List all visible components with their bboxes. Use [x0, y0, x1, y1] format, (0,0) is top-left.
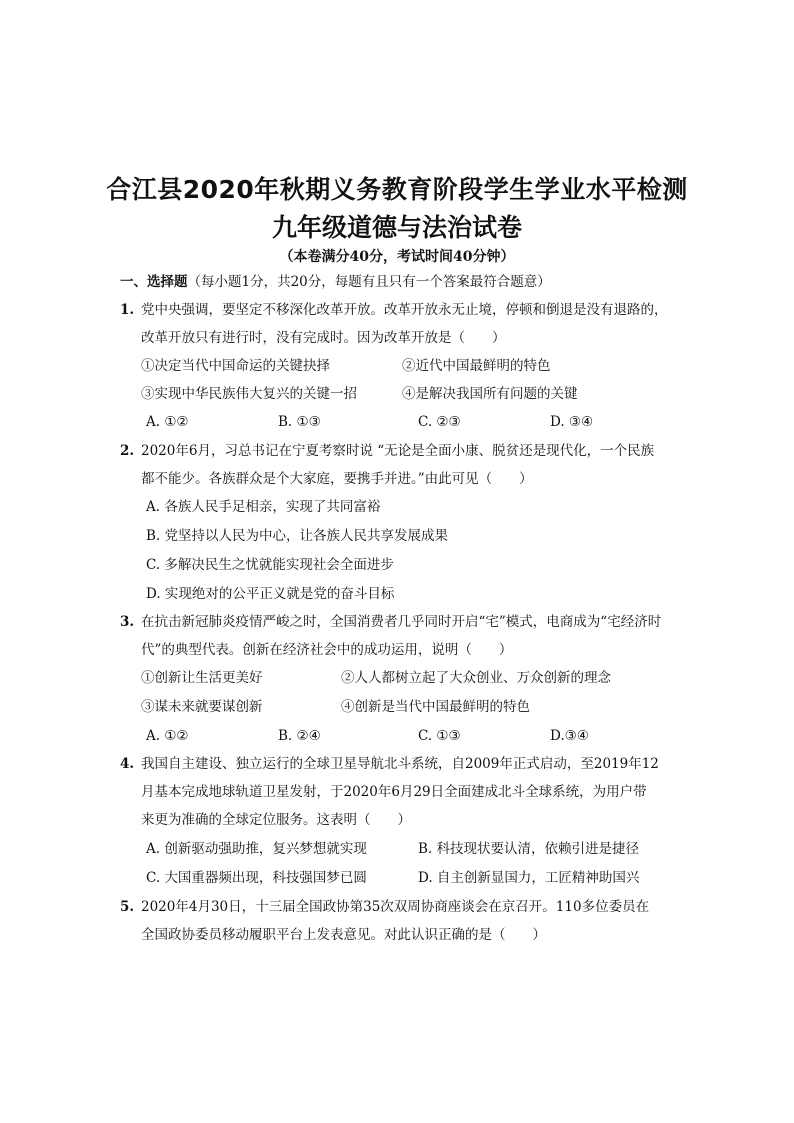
question-number	[120, 441, 134, 461]
choice: A. 创新驱动强助推，复兴梦想就实现	[146, 841, 367, 857]
choice: B. 科技现状要认清，依赖引进是捷径	[418, 841, 640, 857]
section-heading-label: 一、选择题	[120, 274, 188, 290]
question-text: 2020年4月30日，十三届全国政协第35次双周协商座谈会在京召开。110多位委员在	[141, 899, 650, 915]
choice: A. 各族人民手足相亲，实现了共同富裕	[146, 499, 381, 515]
statement: ①创新让生活更美好	[141, 670, 263, 686]
choice: D. 实现绝对的公平正义就是党的奋斗目标	[146, 586, 395, 602]
statement: ④创新是当代中国最鲜明的特色	[341, 699, 530, 715]
choice: A. ①②	[146, 414, 189, 430]
question-number-label: 2.	[120, 443, 135, 459]
question-text: 改革开放只有进行时，没有完成时。因为改革开放是（ ）	[141, 330, 506, 346]
choice: A. ①②	[146, 728, 189, 744]
choice: B. 党坚持以人民为中心，让各族人民共享发展成果	[146, 528, 449, 544]
exam-note: （本卷满分40分，考试时间40分钟）	[279, 249, 515, 265]
choice: C. 多解决民生之忧就能实现社会全面进步	[146, 557, 394, 573]
statement: ②近代中国最鲜明的特色	[402, 358, 551, 374]
question-text: 在抗击新冠肺炎疫情严峻之时，全国消费者几乎同时开启“宅”模式，电商成为“宅经济时	[141, 614, 662, 630]
question-text: 全国政协委员移动履职平台上发表意见。对此认识正确的是（ ）	[141, 927, 546, 943]
question-text: 来更为准确的全球定位服务。这表明（ ）	[141, 812, 411, 828]
question-number	[120, 612, 134, 632]
question-text: 党中央强调，要坚定不移深化改革开放。改革开放永无止境，停顿和倒退是没有退路的，	[141, 302, 668, 318]
choice: D. ③④	[550, 414, 594, 430]
choice: D.③④	[550, 728, 589, 744]
statement: ③实现中华民族伟大复兴的关键一招	[141, 386, 357, 402]
statement: ②人人都树立起了大众创业、万众创新的理念	[341, 670, 611, 686]
question-text: 代”的典型代表。创新在经济社会中的成功运用，说明（ ）	[141, 642, 513, 658]
question-text: 月基本完成地球轨道卫星发射，于2020年6月29日全面建成北斗全球系统，为用户带	[141, 784, 647, 800]
section-instruction: （每小题1分，共20分，每题有且只有一个答案最符合题意）	[187, 274, 551, 290]
section-heading	[120, 272, 551, 292]
statement: ①决定当代中国命运的关键抉择	[141, 358, 330, 374]
question-number-label: 4.	[120, 756, 135, 772]
exam-subject-title: 九年级道德与法治试卷	[271, 213, 522, 242]
choice: C. 大国重器频出现，科技强国梦已圆	[146, 870, 367, 886]
question-number-label: 5.	[120, 899, 135, 915]
statement: ③谋未来就要谋创新	[141, 699, 263, 715]
exam-title: 合江县2020年秋期义务教育阶段学生学业水平检测	[106, 175, 688, 204]
choice: C. ①③	[418, 728, 461, 744]
choice: B. ①③	[278, 414, 321, 430]
choice: B. ②④	[278, 728, 321, 744]
question-number-label: 3.	[120, 614, 135, 630]
choice: D. 自主创新显国力，工匠精神助国兴	[418, 870, 640, 886]
question-number	[120, 897, 134, 917]
question-number: 1.	[120, 302, 135, 318]
question-text: 都不能少。各族群众是个大家庭，要携手并进。”由此可见（ ）	[141, 471, 533, 487]
question-text: 2020年6月，习总书记在宁夏考察时说 “无论是全面小康、脱贫还是现代化，一个民族	[141, 443, 655, 459]
choice: C. ②③	[418, 414, 461, 430]
question-number	[120, 754, 134, 774]
question-text: 我国自主建设、独立运行的全球卫星导航北斗系统，自2009年正式启动，至2019年12	[141, 756, 659, 772]
statement: ④是解决我国所有问题的关键	[402, 386, 578, 402]
question-1-line-1	[120, 300, 134, 320]
